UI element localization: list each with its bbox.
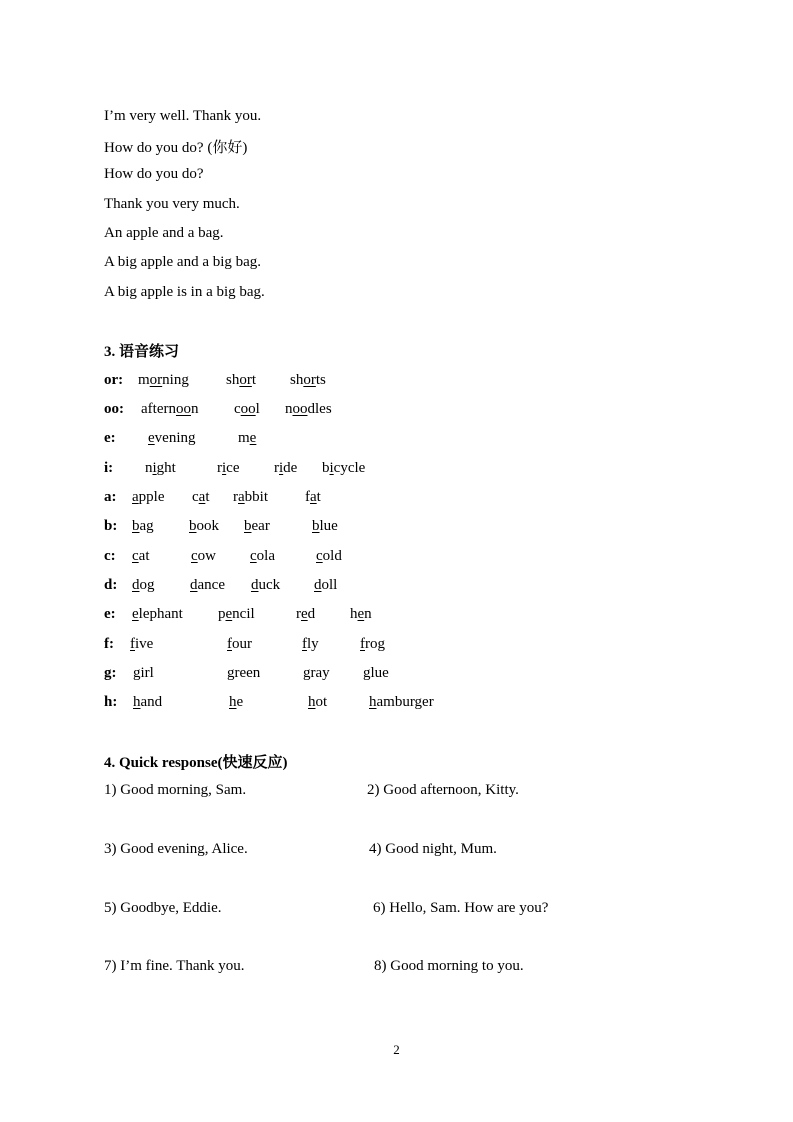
phonics-word: fat xyxy=(305,489,321,505)
phonics-label: i: xyxy=(104,460,114,476)
phonics-label: f: xyxy=(104,636,114,652)
phonics-word: cow xyxy=(191,548,217,564)
phonics-word: hen xyxy=(350,606,372,622)
phonics-word: glue xyxy=(363,665,389,681)
quick-response-item: 7) I’m fine. Thank you. xyxy=(104,958,245,974)
phonics-word: cold xyxy=(316,548,342,564)
phonics-word: frog xyxy=(360,636,385,652)
phonics-word: book xyxy=(189,518,219,534)
phonics-row xyxy=(0,636,793,658)
phonics-word: bear xyxy=(244,518,270,534)
phonics-word: ride xyxy=(274,460,298,476)
phonics-word: hamburger xyxy=(369,694,434,710)
sentence-line: A big apple and a big bag. xyxy=(104,254,262,270)
phonics-word: dance xyxy=(190,577,225,593)
phonics-row xyxy=(0,577,793,599)
phonics-word: short xyxy=(226,372,257,388)
sentence-line: How do you do? xyxy=(104,166,204,182)
phonics-label: e: xyxy=(104,430,116,446)
page-number: 2 xyxy=(393,1042,400,1057)
phonics-word: night xyxy=(145,460,176,476)
phonics-label: a: xyxy=(104,489,117,505)
phonics-word: doll xyxy=(314,577,338,593)
phonics-word: green xyxy=(227,665,261,681)
phonics-word: bag xyxy=(132,518,154,534)
phonics-word: apple xyxy=(132,489,165,505)
phonics-word: blue xyxy=(312,518,338,534)
sentence-line: An apple and a bag. xyxy=(104,225,224,241)
section-4-heading: 4. Quick response(快速反应) xyxy=(104,755,288,771)
phonics-label: c: xyxy=(104,548,116,564)
phonics-row xyxy=(0,665,793,687)
quick-response-item: 6) Hello, Sam. How are you? xyxy=(373,900,549,916)
phonics-row xyxy=(0,372,793,394)
phonics-word: me xyxy=(238,430,257,446)
phonics-label: g: xyxy=(104,665,117,681)
phonics-row xyxy=(0,430,793,452)
phonics-word: noodles xyxy=(285,401,332,417)
phonics-word: girl xyxy=(133,665,154,681)
phonics-label: b: xyxy=(104,518,118,534)
phonics-word: afternoon xyxy=(141,401,199,417)
quick-response-item: 4) Good night, Mum. xyxy=(369,841,497,857)
phonics-row xyxy=(0,401,793,423)
sentence-line: I’m very well. Thank you. xyxy=(104,108,262,124)
phonics-word: shorts xyxy=(290,372,326,388)
phonics-row xyxy=(0,694,793,716)
section-3-heading: 3. 语音练习 xyxy=(104,344,180,360)
sentence-line: How do you do? (你好) xyxy=(104,140,248,156)
sentence-line: Thank you very much. xyxy=(104,196,240,212)
phonics-row xyxy=(0,489,793,511)
phonics-word: cat xyxy=(192,489,210,505)
sentence-line: A big apple is in a big bag. xyxy=(104,284,265,300)
phonics-row xyxy=(0,518,793,540)
phonics-word: rabbit xyxy=(233,489,269,505)
phonics-word: four xyxy=(227,636,252,652)
phonics-word: morning xyxy=(138,372,189,388)
phonics-word: cool xyxy=(234,401,260,417)
phonics-row xyxy=(0,548,793,570)
phonics-label: h: xyxy=(104,694,118,710)
phonics-word: evening xyxy=(148,430,196,446)
phonics-row xyxy=(0,460,793,482)
phonics-word: hot xyxy=(308,694,328,710)
quick-response-item: 2) Good afternoon, Kitty. xyxy=(367,782,519,798)
phonics-word: cat xyxy=(132,548,150,564)
quick-response-item: 1) Good morning, Sam. xyxy=(104,782,247,798)
phonics-word: rice xyxy=(217,460,240,476)
phonics-word: dog xyxy=(132,577,155,593)
quick-response-item: 8) Good morning to you. xyxy=(374,958,524,974)
phonics-word: red xyxy=(296,606,316,622)
phonics-word: five xyxy=(130,636,154,652)
phonics-word: duck xyxy=(251,577,281,593)
phonics-word: cola xyxy=(250,548,275,564)
phonics-label: e: xyxy=(104,606,116,622)
phonics-word: hand xyxy=(133,694,163,710)
phonics-word: bicycle xyxy=(322,460,366,476)
phonics-word: he xyxy=(229,694,244,710)
phonics-label: or: xyxy=(104,372,124,388)
phonics-word: gray xyxy=(303,665,330,681)
phonics-row xyxy=(0,606,793,628)
quick-response-item: 3) Good evening, Alice. xyxy=(104,841,248,857)
phonics-word: fly xyxy=(302,636,319,652)
phonics-word: elephant xyxy=(132,606,183,622)
phonics-word: pencil xyxy=(218,606,255,622)
phonics-label: oo: xyxy=(104,401,124,417)
phonics-label: d: xyxy=(104,577,118,593)
quick-response-item: 5) Goodbye, Eddie. xyxy=(104,900,222,916)
